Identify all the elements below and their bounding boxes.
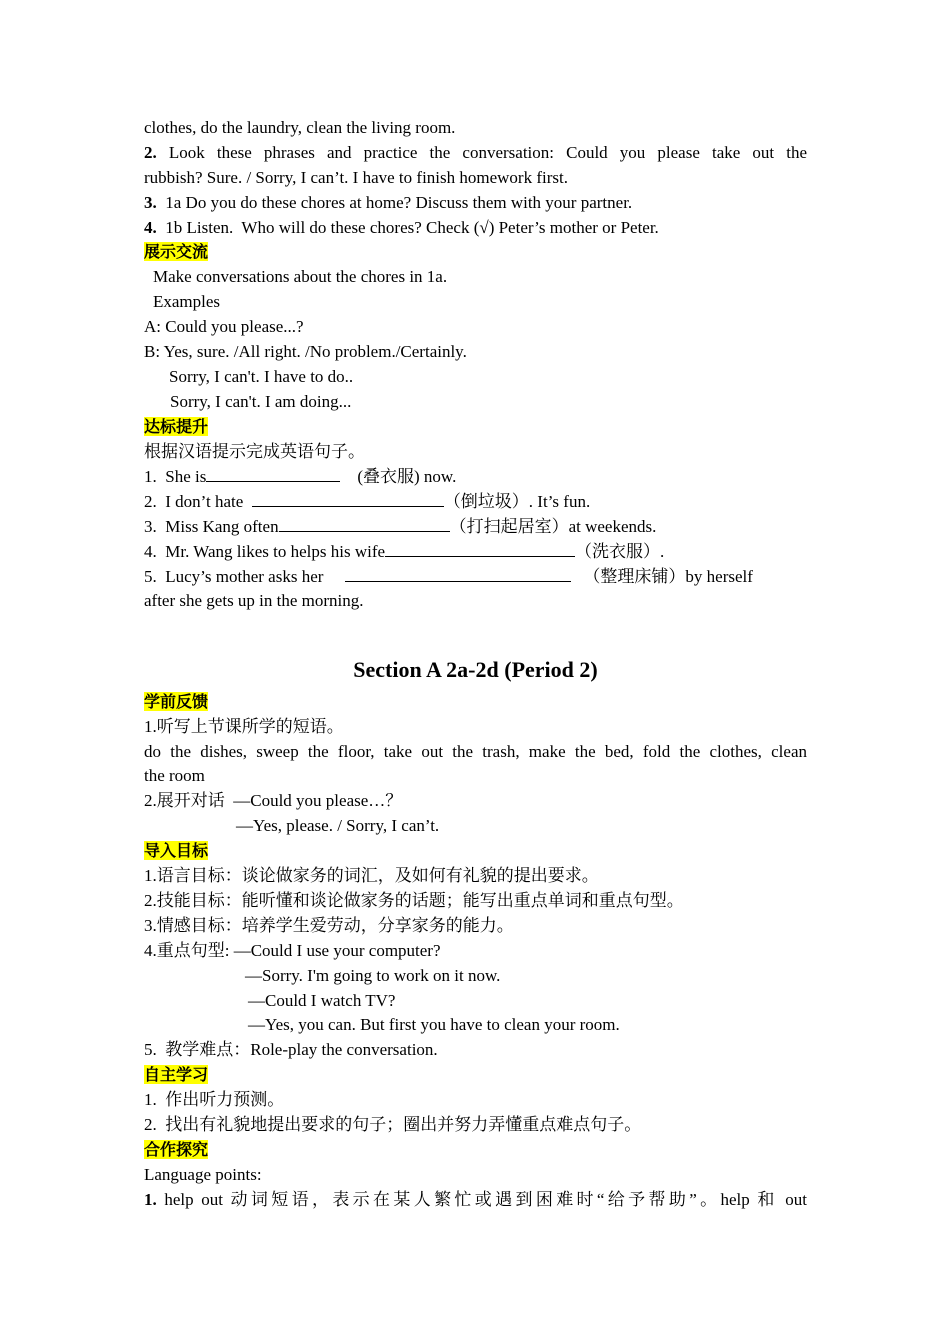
- section-heading-self: [144, 1063, 807, 1088]
- goal-line: 2.技能目标：能听懂和谈论做家务的话题；能写出重点单词和重点句型。: [144, 890, 684, 910]
- exercise-text: 5. Lucy’s mother asks her: [144, 567, 324, 587]
- item-3: [144, 191, 807, 216]
- goal-line: 4.重点句型: —Could I use your computer?: [144, 940, 441, 960]
- exercise-hint: （打扫起居室）at weekends.: [449, 517, 657, 537]
- section-heading-goals: [144, 839, 807, 864]
- dialog-line: Sorry, I can't. I have to do..: [169, 366, 354, 386]
- exercise-5: [144, 564, 807, 589]
- text-line: Examples: [153, 292, 221, 312]
- dialog-line: —Sorry. I'm going to work on it now.: [245, 965, 501, 985]
- dialog-line: —Yes, please. / Sorry, I can’t.: [236, 816, 440, 836]
- dialog-line: —Yes, you can. But first you have to clean your room.: [248, 1015, 620, 1035]
- dialog-line: Sorry, I can't. I am doing...: [170, 391, 352, 411]
- highlight-heading: 展示交流: [144, 242, 209, 262]
- exercise-1: [144, 464, 807, 489]
- goal-line: 5. 教学难点：Role-play the conversation.: [144, 1040, 438, 1060]
- exercise-2: [144, 489, 807, 514]
- exercise-hint: （整理床铺）by herself: [583, 567, 753, 587]
- text-line: 1. 作出听力预测。: [144, 1090, 285, 1110]
- exercise-3: [144, 514, 807, 539]
- highlight-heading: 自主学习: [144, 1065, 209, 1085]
- highlight-heading: 达标提升: [144, 416, 209, 436]
- language-point-1: [144, 1188, 807, 1213]
- goal-line: 1.语言目标：谈论做家务的词汇，及如何有礼貌的提出要求。: [144, 866, 599, 886]
- section-heading-show: [144, 240, 807, 265]
- exercise-hint: （倒垃圾）. It’s fun.: [443, 492, 591, 512]
- section-heading-feedback: [144, 690, 807, 715]
- instruction: 根据汉语提示完成英语句子。: [144, 441, 365, 461]
- exercise-hint: （洗衣服）.: [575, 542, 665, 562]
- item-number: 4.: [144, 217, 157, 237]
- document-page: [144, 116, 807, 1213]
- text-line: clothes, do the laundry, clean the living room.: [144, 118, 456, 137]
- dialog-line: 2.展开对话 —Could you please…？: [144, 791, 403, 811]
- item-text: 1b Listen. Who will do these chores? Check (√) Peter’s mother or Peter.: [165, 217, 659, 237]
- text-line: Language points:: [144, 1164, 262, 1184]
- section-heading-coop: [144, 1138, 807, 1163]
- item-text: help out 动词短语，表示在某人繁忙或遇到困难时“给予帮助”。help 和 out: [164, 1189, 808, 1209]
- exercise-text: 3. Miss Kang often: [144, 517, 279, 537]
- item-text: 1a Do you do these chores at home? Discuss them with your partner.: [165, 192, 633, 212]
- text-line: do the dishes, sweep the floor, take out the trash, make the bed, fold the clothes, clean: [144, 741, 807, 761]
- dialog-line: —Could I watch TV?: [248, 990, 396, 1010]
- item-2-line-2: rubbish? Sure. / Sorry, I can’t. I have to finish homework first.: [144, 167, 568, 187]
- item-number: 1.: [144, 1189, 157, 1209]
- item-number: 3.: [144, 192, 157, 212]
- answer-blank[interactable]: [206, 464, 340, 482]
- section-title: Section A 2a-2d (Period 2): [353, 656, 598, 682]
- highlight-heading: 学前反馈: [144, 691, 209, 711]
- exercise-hint: (叠衣服) now.: [357, 467, 457, 487]
- item-number: 2.: [144, 142, 157, 162]
- text-line: the room: [144, 766, 205, 786]
- section-heading-target: [144, 415, 807, 440]
- item-4: [144, 216, 807, 241]
- answer-blank[interactable]: [279, 514, 450, 532]
- answer-blank[interactable]: [252, 489, 444, 507]
- highlight-heading: 导入目标: [144, 841, 209, 861]
- answer-blank[interactable]: [345, 564, 571, 582]
- exercise-text: 2. I don’t hate: [144, 492, 252, 512]
- text-line: after she gets up in the morning.: [144, 590, 364, 610]
- text-line: 1.听写上节课所学的短语。: [144, 716, 344, 736]
- answer-blank[interactable]: [385, 539, 575, 557]
- goal-line: 3.情感目标：培养学生爱劳动，分享家务的能力。: [144, 915, 514, 935]
- text-line: Make conversations about the chores in 1a.: [153, 267, 448, 287]
- exercise-text: 1. She is: [144, 467, 207, 487]
- item-2-line-1: [144, 141, 807, 166]
- dialog-line: B: Yes, sure. /All right. /No problem./Certainly.: [144, 342, 467, 362]
- item-text: Look these phrases and practice the conversation: Could you please take out the: [168, 142, 807, 162]
- highlight-heading: 合作探究: [144, 1139, 209, 1159]
- dialog-line: A: Could you please...?: [144, 317, 304, 337]
- text-line: 2. 找出有礼貌地提出要求的句子；圈出并努力弄懂重点难点句子。: [144, 1114, 642, 1134]
- exercise-text: 4. Mr. Wang likes to helps his wife: [144, 542, 386, 562]
- exercise-4: [144, 539, 807, 564]
